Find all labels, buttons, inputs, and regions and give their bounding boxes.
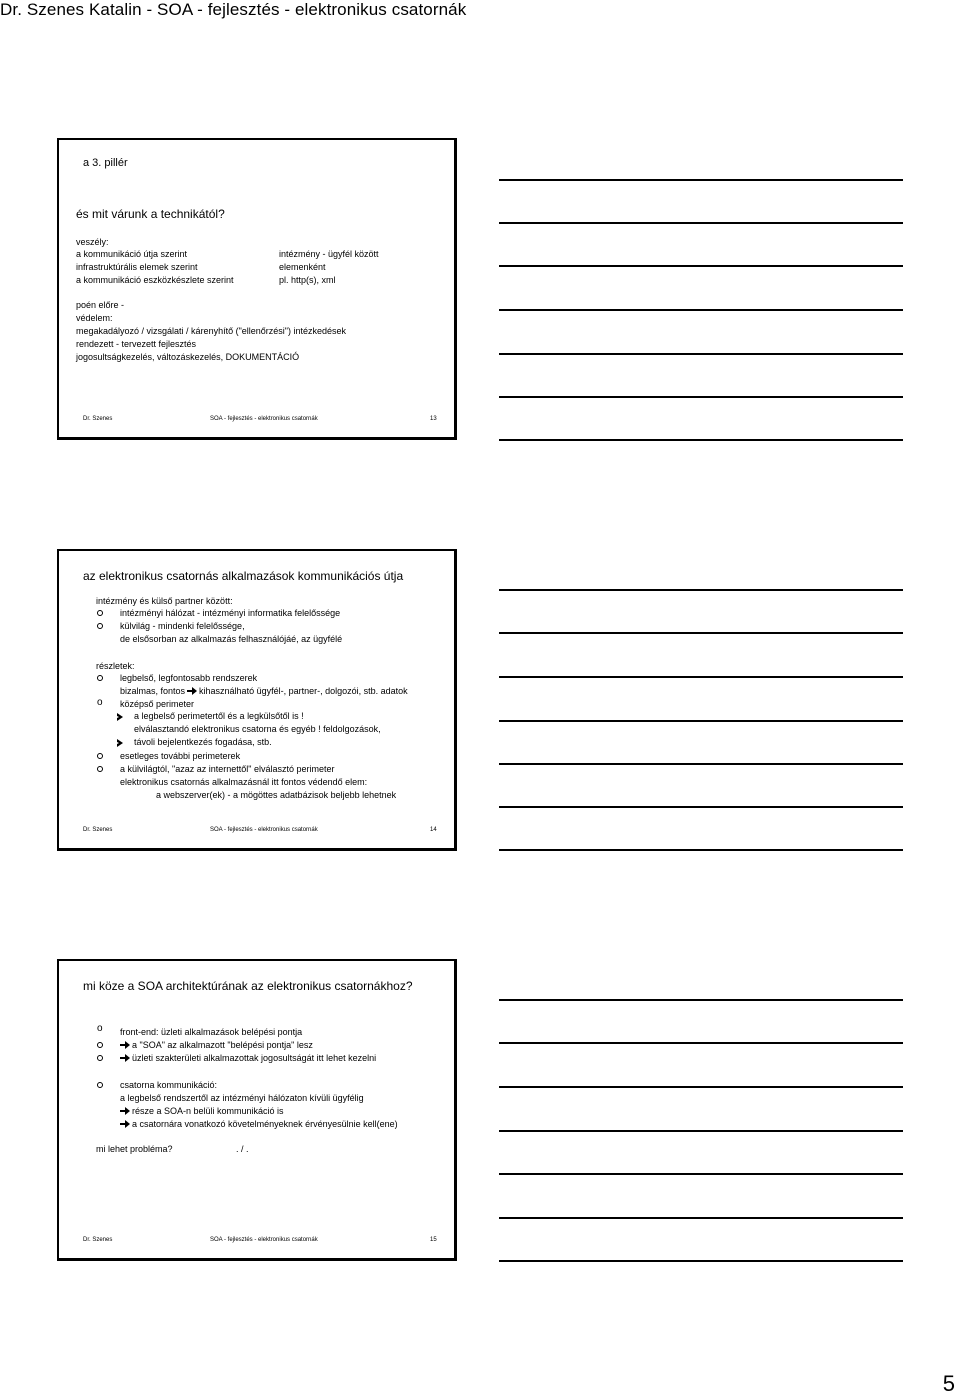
detail-1-cont	[120, 685, 408, 697]
note-line	[499, 309, 903, 311]
note-line	[499, 806, 903, 808]
problem-ellipsis: . / .	[236, 1144, 249, 1154]
note-line	[499, 849, 903, 851]
circle-bullet-icon	[97, 753, 103, 759]
right-item-2: elemenként	[279, 262, 326, 272]
note-line	[499, 396, 903, 398]
front-end-item-2-text: üzleti szakterületi alkalmazottak jogosultságát itt lehet kezelni	[132, 1053, 377, 1063]
right-item-3: pl. http(s), xml	[279, 275, 336, 285]
circle-bullet-icon	[97, 623, 103, 629]
detail-2c: távoli bejelentkezés fogadása, stb.	[134, 737, 272, 747]
arrow-right-icon	[120, 1120, 130, 1128]
detail-2a: a legbelső perimetertől és a legkülsőtől is !	[134, 711, 304, 721]
note-line	[499, 763, 903, 765]
circle-bullet-icon	[97, 610, 103, 616]
slide-title: és mit várunk a technikától?	[76, 207, 225, 221]
slide-13	[57, 138, 457, 440]
detail-4b: elektronikus csatornás alkalmazásnál itt fontos védendő elem:	[120, 777, 368, 787]
bullet-1: intézményi hálózat - intézményi informatika felelőssége	[120, 608, 341, 618]
vedelem-line-1: megakadályozó / vizsgálati / kárenyhítő ("ellenőrzési") intézkedések	[76, 326, 347, 336]
left-item-2: infrastruktúrális elemek szerint	[76, 262, 198, 272]
letter-o-bullet: o	[97, 697, 103, 708]
note-line	[499, 1130, 903, 1132]
note-line	[499, 179, 903, 181]
channel-item-1	[120, 1105, 284, 1117]
note-line	[499, 632, 903, 634]
arrow-right-icon	[187, 687, 197, 695]
front-end-item-2	[120, 1052, 376, 1064]
slide-pretitle: a 3. pillér	[83, 157, 128, 169]
front-end-line: front-end: üzleti alkalmazások belépési pontja	[120, 1027, 303, 1037]
detail-1-cont-a: bizalmas, fontos	[120, 686, 186, 696]
footer-author: Dr. Szenes	[83, 416, 113, 422]
arrow-right-icon	[120, 1041, 130, 1049]
circle-bullet-icon	[97, 675, 103, 681]
channel-comm-line: a legbelső rendszertől az intézményi hálózaton kívüli ügyfélig	[120, 1093, 364, 1103]
detail-4c: a webszerver(ek) - a mögöttes adatbázisok beljebb lehetnek	[156, 790, 397, 800]
channel-item-2-text: a csatornára vonatkozó követelményeknek érvényesülnie kell(ene)	[132, 1119, 398, 1129]
footer-center: SOA - fejlesztés - elektronikus csatornák	[210, 416, 318, 422]
bullet-2-cont: de elsősorban az alkalmazás felhasználójáé, az ügyfélé	[120, 634, 343, 644]
footer-author: Dr. Szenes	[83, 1237, 113, 1243]
chevron-bullet-icon	[117, 739, 123, 747]
page-header-title: Dr. Szenes Katalin - SOA - fejlesztés - elektronikus csatornák	[0, 0, 467, 19]
detail-4: a külvilágtól, "azaz az internettől" elválasztó perimeter	[120, 764, 335, 774]
arrow-right-icon	[120, 1054, 130, 1062]
problem-question: mi lehet probléma?	[96, 1144, 173, 1154]
vedelem-line-2: rendezett - tervezett fejlesztés	[76, 339, 197, 349]
note-line	[499, 265, 903, 267]
note-line	[499, 999, 903, 1001]
note-line	[499, 1173, 903, 1175]
slide-title: mi köze a SOA architektúrának az elektronikus csatornákhoz?	[83, 979, 413, 993]
note-line	[499, 589, 903, 591]
note-line	[499, 439, 903, 441]
footer-slide-number: 15	[430, 1237, 437, 1243]
left-item-1: a kommunikáció útja szerint	[76, 249, 188, 259]
vedelem-line-3: jogosultságkezelés, változáskezelés, DOKUMENTÁCIÓ	[76, 352, 300, 362]
arrow-right-icon	[120, 1107, 130, 1115]
slide-15	[57, 959, 457, 1261]
circle-bullet-icon	[97, 766, 103, 772]
detail-1: legbelső, legfontosabb rendszerek	[120, 673, 258, 683]
front-end-item-1	[120, 1039, 313, 1051]
detail-1-cont-b: kihasználható ügyfél-, partner-, dolgozói, stb. adatok	[199, 686, 408, 696]
circle-bullet-icon	[97, 1042, 103, 1048]
note-line	[499, 676, 903, 678]
circle-bullet-icon	[97, 1055, 103, 1061]
slide-14	[57, 549, 457, 851]
detail-2: középső perimeter	[120, 699, 195, 709]
chevron-bullet-icon	[117, 713, 123, 721]
channel-comm-label: csatorna kommunikáció:	[120, 1080, 218, 1090]
footer-author: Dr. Szenes	[83, 827, 113, 833]
channel-item-1-text: része a SOA-n belüli kommunikáció is	[132, 1106, 284, 1116]
circle-bullet-icon	[97, 1082, 103, 1088]
note-line	[499, 720, 903, 722]
note-line	[499, 1086, 903, 1088]
note-line	[499, 353, 903, 355]
detail-3: esetleges további perimeterek	[120, 751, 241, 761]
right-item-1: intézmény - ügyfél között	[279, 249, 379, 259]
detail-2b: elválasztandó elektronikus csatorna és egyéb ! feldolgozások,	[134, 724, 381, 734]
footer-center: SOA - fejlesztés - elektronikus csatornák	[210, 827, 318, 833]
vedelem-label: védelem:	[76, 313, 113, 323]
note-line	[499, 1217, 903, 1219]
left-item-3: a kommunikáció eszközkészlete szerint	[76, 275, 234, 285]
page-number: 5	[942, 1371, 955, 1396]
poen-label: poén előre -	[76, 300, 125, 310]
footer-center: SOA - fejlesztés - elektronikus csatornák	[210, 1237, 318, 1243]
slide-title: az elektronikus csatornás alkalmazások kommunikációs útja	[83, 569, 404, 583]
note-line	[499, 1260, 903, 1262]
reszletek-label: részletek:	[96, 661, 135, 671]
footer-slide-number: 13	[430, 416, 437, 422]
intro-text: intézmény és külső partner között:	[96, 596, 233, 606]
front-end-item-1-text: a "SOA" az alkalmazott "belépési pontja" lesz	[132, 1040, 313, 1050]
channel-item-2	[120, 1118, 398, 1130]
note-line	[499, 222, 903, 224]
note-line	[499, 1042, 903, 1044]
bullet-2: külvilág - mindenki felelőssége,	[120, 621, 245, 631]
footer-slide-number: 14	[430, 827, 437, 833]
letter-o-bullet: o	[97, 1023, 103, 1034]
veszely-label: veszély:	[76, 237, 109, 247]
